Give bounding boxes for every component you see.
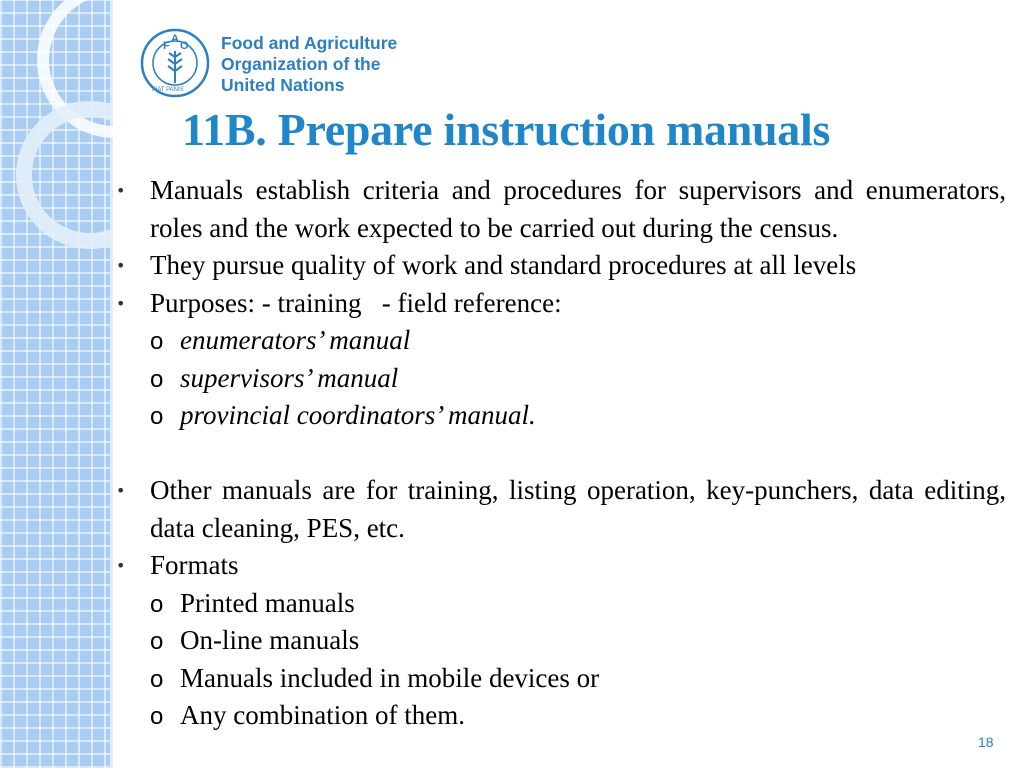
sub-item: [112, 697, 1006, 735]
org-name-line: Organization of the: [221, 54, 381, 74]
sub-item: [112, 322, 1006, 360]
bullet-icon: •: [116, 181, 126, 200]
sub-item-text: Printed manuals: [180, 587, 355, 618]
sub-item-text: provincial coordinators’ manual.: [180, 400, 536, 430]
page-number: 18: [978, 734, 994, 750]
slide-title: 11B. Prepare instruction manuals: [182, 104, 831, 155]
sub-item: [112, 660, 1006, 698]
decorative-sidebar: [0, 0, 113, 768]
sub-item: [112, 622, 1006, 660]
circle-bullet-icon: o: [150, 590, 164, 618]
circle-bullet-icon: o: [150, 365, 164, 393]
sub-item-text: On-line manuals: [180, 625, 360, 655]
bullet-item: [112, 172, 1006, 247]
circle-bullet-icon: o: [150, 403, 164, 430]
spacer: [112, 435, 1006, 473]
sub-item-text: Any combination of them.: [180, 700, 465, 730]
bullet-item: [112, 472, 1006, 547]
org-name-line: United Nations: [221, 75, 345, 95]
circle-bullet-icon: o: [150, 328, 164, 355]
sub-item: [112, 585, 1006, 623]
sub-item-text: supervisors’ manual: [180, 362, 399, 393]
fao-logo: [140, 27, 220, 99]
svg-text:F: F: [163, 40, 170, 52]
bullet-text: They pursue quality of work and standard procedures at all levels: [150, 250, 857, 280]
circle-bullet-icon: o: [150, 703, 164, 730]
bullet-text: Other manuals are for training, listing operation, key-punchers, data editing, data cleaning, PES, etc.: [150, 475, 1006, 543]
bullet-icon: •: [116, 293, 126, 313]
bullet-text: Formats: [150, 550, 239, 580]
bullet-text: Manuals establish criteria and procedures for supervisors and enumerators, roles and the work expected to be carried out during the census.: [150, 175, 1006, 243]
sub-item-text: Manuals included in mobile devices or: [180, 662, 600, 693]
sidebar-arcs: [0, 0, 113, 768]
svg-text:O: O: [180, 40, 189, 52]
organization-name: [221, 33, 421, 96]
circle-bullet-icon: o: [150, 628, 164, 655]
sub-item: [112, 360, 1006, 398]
sub-item: [112, 397, 1006, 435]
bullet-item: [112, 547, 1006, 585]
org-name-line: Food and Agriculture: [221, 33, 398, 53]
bullet-item: [112, 247, 1006, 285]
circle-bullet-icon: o: [150, 665, 164, 693]
sub-item-text: enumerators’ manual: [180, 325, 411, 355]
svg-text:A: A: [171, 33, 179, 45]
slide-body: [112, 172, 1006, 735]
bullet-item: [112, 285, 1006, 323]
bullet-text: Purposes: - training - field reference:: [150, 287, 562, 318]
logo-motto: FIAT PANIS: [152, 87, 184, 93]
bullet-icon: •: [116, 556, 126, 575]
bullet-icon: •: [116, 481, 126, 500]
bullet-icon: •: [116, 256, 126, 275]
